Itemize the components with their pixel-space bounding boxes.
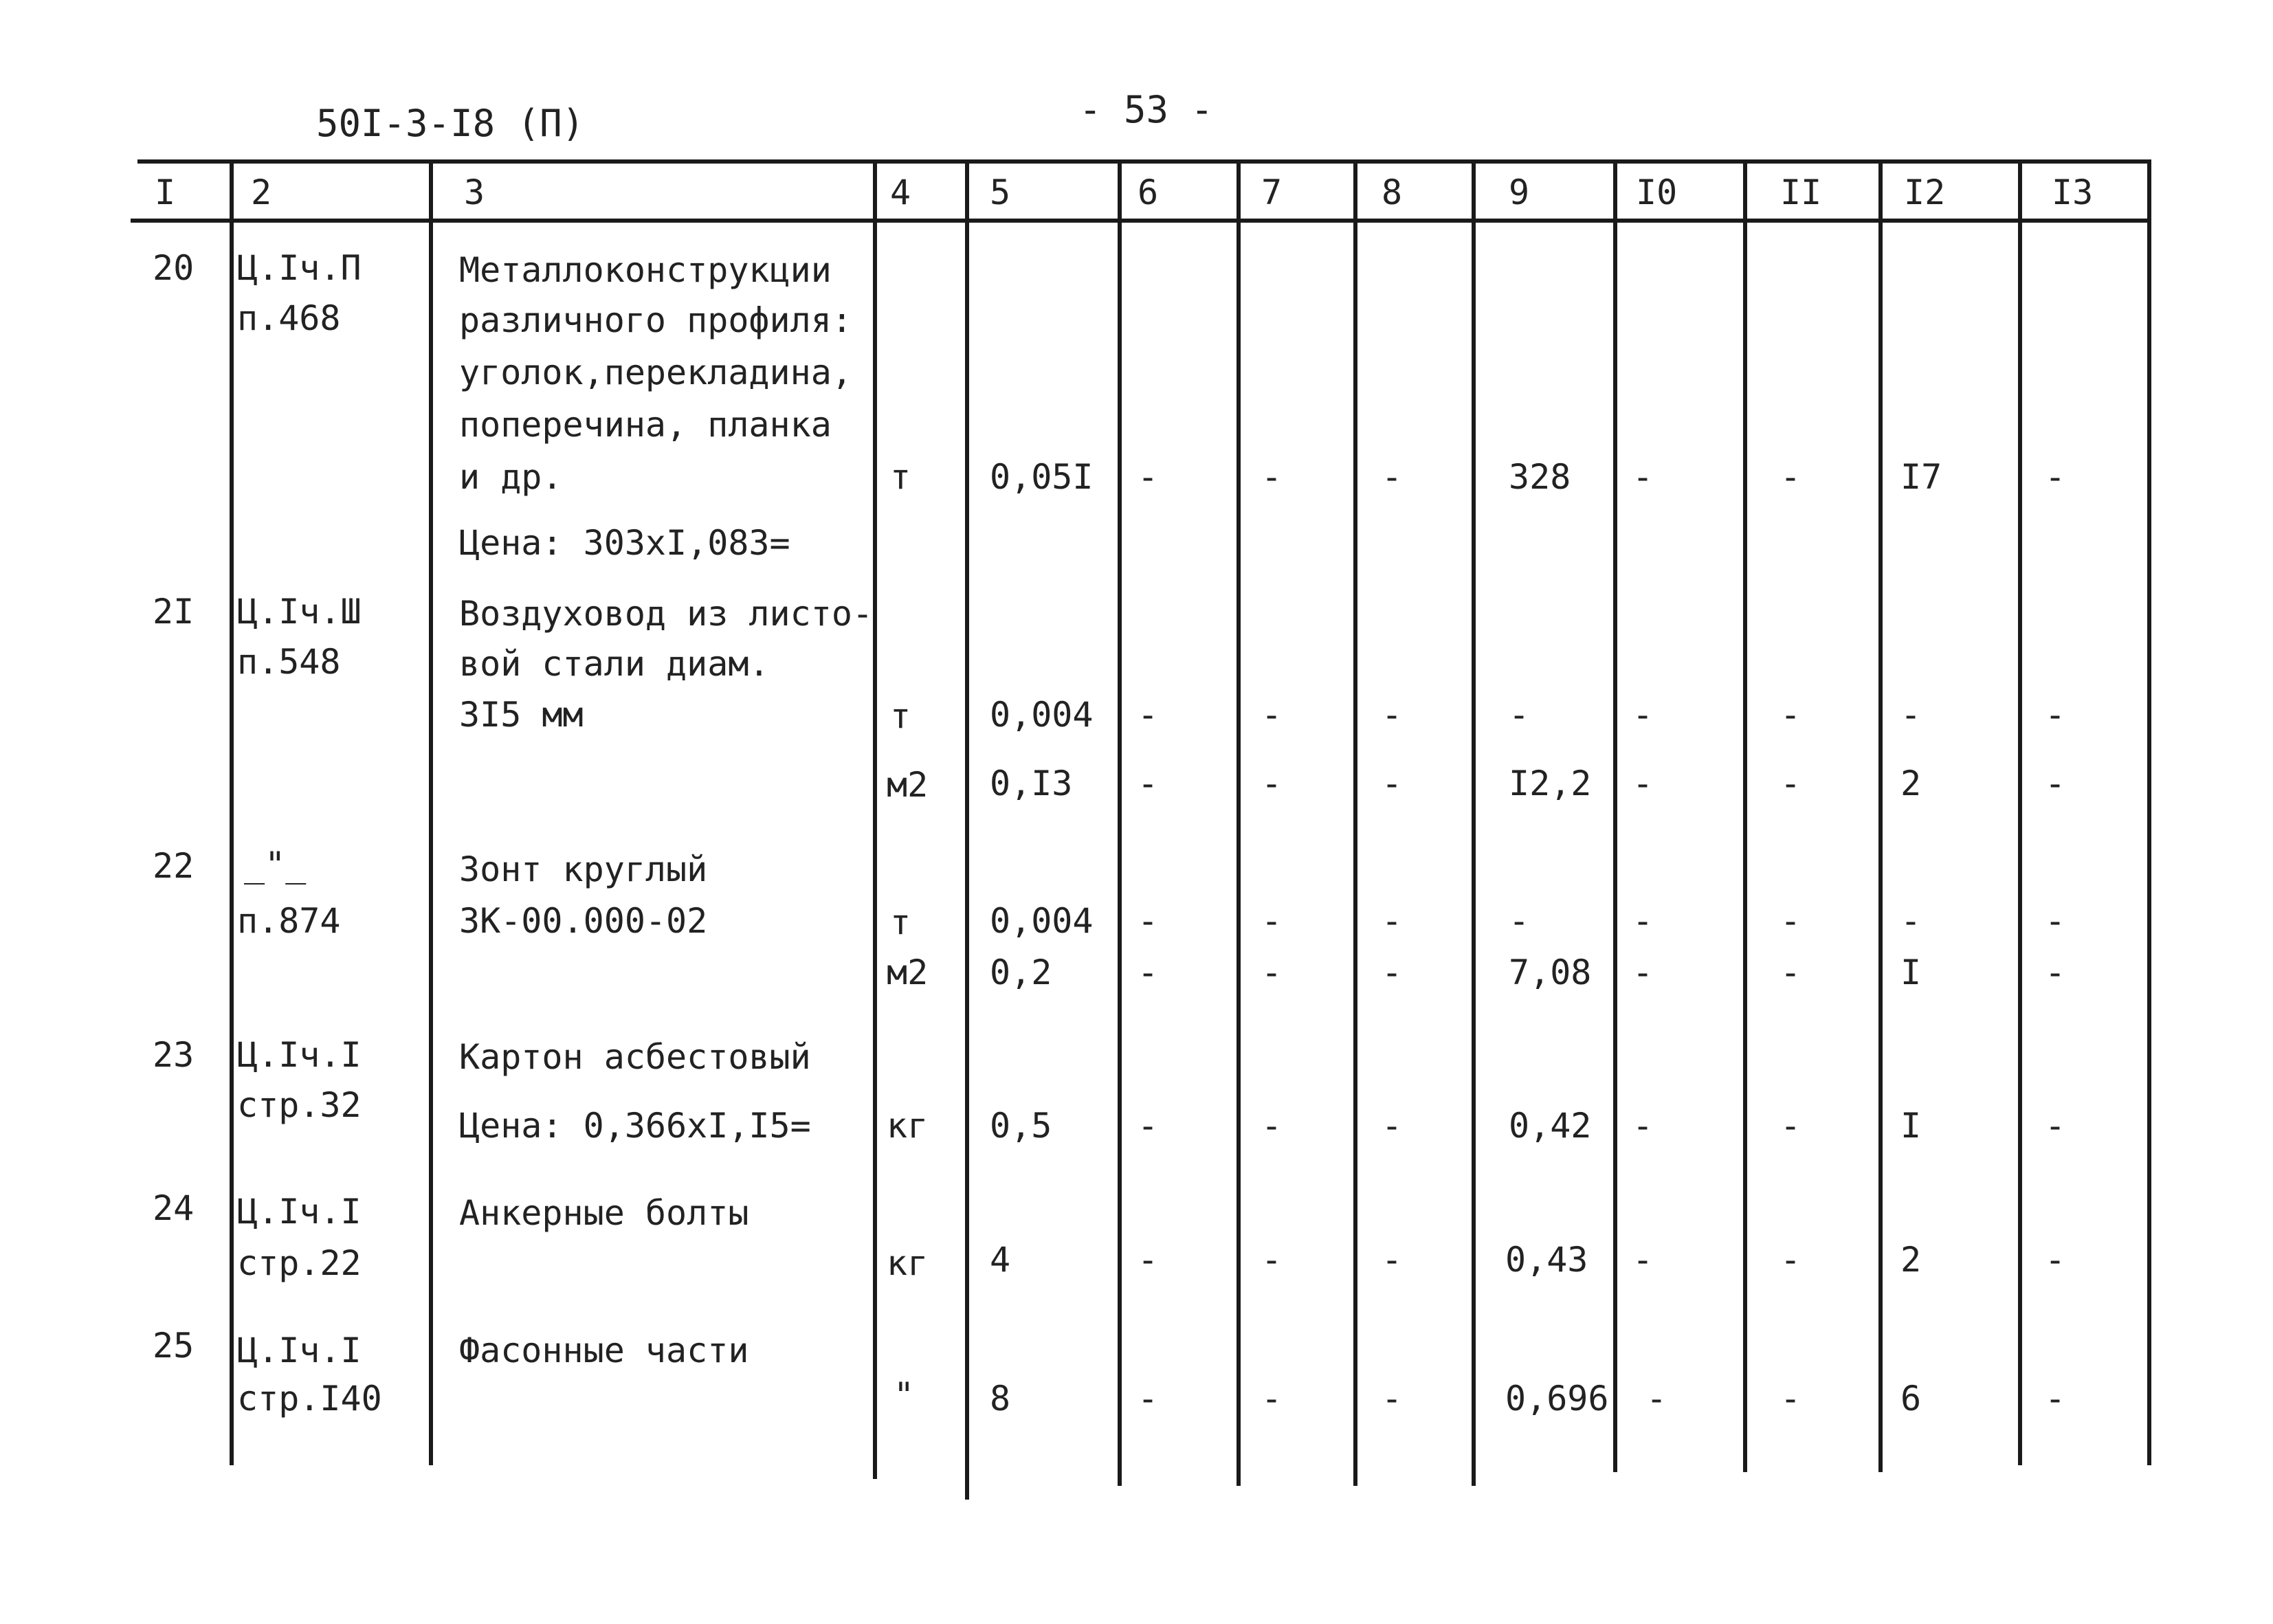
value-cell: - <box>1780 695 1801 735</box>
value-cell: - <box>1138 764 1159 803</box>
document-code: 50I-3-I8 (П) <box>316 102 585 145</box>
row-number: 22 <box>153 846 195 886</box>
value-cell: - <box>1900 695 1922 735</box>
column-divider <box>1743 159 1747 1472</box>
value-cell: - <box>1632 1240 1654 1280</box>
page-number: - 53 - <box>1079 88 1214 131</box>
reference-code: Ц.Iч.П <box>237 248 362 288</box>
value-cell: - <box>2045 1379 2066 1419</box>
value-cell: - <box>1382 901 1403 941</box>
value-cell: - <box>1261 1240 1283 1280</box>
reference-code: _"_ <box>244 845 307 885</box>
value-cell: - <box>2045 1106 2066 1146</box>
value-cell: - <box>1138 1106 1159 1146</box>
column-divider <box>2018 159 2022 1465</box>
quantity-cell: 0,2 <box>990 953 1052 992</box>
column-header: I3 <box>2052 173 2094 212</box>
item-description: Цена: 303хI,083= <box>459 523 790 563</box>
reference-code: п.548 <box>237 642 341 682</box>
unit-cell: т <box>890 457 911 497</box>
column-header: II <box>1780 173 1822 212</box>
value-cell: - <box>1382 953 1403 992</box>
column-divider <box>1237 159 1241 1486</box>
quantity-cell: 0,004 <box>990 901 1094 941</box>
value-cell: - <box>1632 901 1654 941</box>
item-description: Зонт круглый <box>459 849 708 889</box>
quantity-cell: 0,05I <box>990 457 1094 497</box>
column-header: 6 <box>1138 173 1159 212</box>
item-description: ЗК-00.000-02 <box>459 901 708 941</box>
value-cell: - <box>1780 953 1801 992</box>
quantity-cell: 0,5 <box>990 1106 1052 1146</box>
value-cell: - <box>1780 764 1801 803</box>
column-divider <box>230 159 234 1465</box>
reference-code: Ц.Iч.I <box>237 1035 362 1075</box>
quantity-cell: 0,004 <box>990 695 1094 735</box>
unit-cell: " <box>894 1375 915 1415</box>
column-divider <box>965 159 969 1500</box>
quantity-cell: 4 <box>990 1240 1011 1280</box>
value-cell: - <box>1138 457 1159 497</box>
value-cell: - <box>1780 457 1801 497</box>
value-cell: - <box>1780 1379 1801 1419</box>
value-cell: - <box>1382 764 1403 803</box>
item-description: Картон асбестовый <box>459 1037 811 1077</box>
item-description: вой стали диам. <box>459 644 770 684</box>
value-cell: - <box>1780 901 1801 941</box>
value-cell: - <box>1138 901 1159 941</box>
value-cell: - <box>1780 1240 1801 1280</box>
value-cell: 6 <box>1900 1379 1922 1419</box>
column-header: I0 <box>1636 173 1678 212</box>
value-cell: - <box>1632 1106 1654 1146</box>
column-header: 7 <box>1261 173 1283 212</box>
item-description: Фасонные части <box>459 1331 749 1370</box>
column-divider <box>873 159 877 1479</box>
value-cell: 0,42 <box>1509 1106 1592 1146</box>
reference-code: п.468 <box>237 298 341 338</box>
item-description: уголок,перекладина, <box>459 353 852 392</box>
column-header: 5 <box>990 173 1011 212</box>
value-cell: - <box>1382 1106 1403 1146</box>
value-cell: - <box>1900 901 1922 941</box>
unit-cell: т <box>890 696 911 736</box>
value-cell: 2 <box>1900 1240 1922 1280</box>
item-description: 3I5 мм <box>459 695 584 735</box>
value-cell: - <box>1138 695 1159 735</box>
unit-cell: кг <box>887 1243 929 1283</box>
value-cell: 0,43 <box>1505 1240 1588 1280</box>
unit-cell: т <box>890 902 911 942</box>
value-cell: - <box>2045 1240 2066 1280</box>
value-cell: 0,696 <box>1505 1379 1609 1419</box>
reference-code: стр.I40 <box>237 1379 382 1419</box>
quantity-cell: 0,I3 <box>990 764 1073 803</box>
item-description: Цена: 0,366хI,I5= <box>459 1106 811 1146</box>
value-cell: I <box>1900 953 1922 992</box>
table-right-border <box>2147 159 2151 1465</box>
value-cell: - <box>2045 764 2066 803</box>
value-cell: - <box>1261 953 1283 992</box>
item-description: Металлоконструкции <box>459 250 832 290</box>
value-cell: - <box>1780 1106 1801 1146</box>
value-cell: - <box>1138 1379 1159 1419</box>
column-divider <box>1353 159 1357 1486</box>
column-header: 2 <box>251 173 272 212</box>
value-cell: - <box>2045 953 2066 992</box>
unit-cell: м2 <box>887 765 929 805</box>
value-cell: - <box>1261 457 1283 497</box>
value-cell: - <box>1509 695 1530 735</box>
unit-cell: м2 <box>887 953 929 992</box>
column-divider <box>1472 159 1476 1486</box>
row-number: 25 <box>153 1326 195 1366</box>
reference-code: Ц.Iч.Ш <box>237 592 362 632</box>
value-cell: - <box>2045 695 2066 735</box>
column-header: 3 <box>464 173 485 212</box>
reference-code: Ц.Iч.I <box>237 1331 362 1370</box>
column-header: 4 <box>890 173 911 212</box>
row-number: 2I <box>153 592 195 632</box>
item-description: и др. <box>459 457 563 497</box>
column-header: I <box>155 173 176 212</box>
table-top-rule <box>137 159 2151 164</box>
column-header: 9 <box>1509 173 1530 212</box>
value-cell: - <box>1261 764 1283 803</box>
item-description: Воздуховод из листо- <box>459 594 874 634</box>
unit-cell: кг <box>887 1106 929 1146</box>
reference-code: Ц.Iч.I <box>237 1192 362 1232</box>
row-number: 24 <box>153 1188 195 1228</box>
value-cell: - <box>1382 1240 1403 1280</box>
value-cell: 328 <box>1509 457 1571 497</box>
table-header-rule <box>131 219 2151 223</box>
row-number: 23 <box>153 1035 195 1075</box>
value-cell: - <box>2045 457 2066 497</box>
value-cell: - <box>1261 1379 1283 1419</box>
column-divider <box>429 159 433 1465</box>
value-cell: - <box>1138 1240 1159 1280</box>
value-cell: - <box>1632 695 1654 735</box>
value-cell: I2,2 <box>1509 764 1592 803</box>
value-cell: - <box>1261 695 1283 735</box>
column-header: 8 <box>1382 173 1403 212</box>
row-number: 20 <box>153 248 195 288</box>
value-cell: - <box>1646 1379 1667 1419</box>
column-header: I2 <box>1904 173 1946 212</box>
value-cell: - <box>1261 901 1283 941</box>
value-cell: - <box>1632 457 1654 497</box>
item-description: Анкерные болты <box>459 1193 749 1233</box>
column-divider <box>1118 159 1122 1486</box>
value-cell: 7,08 <box>1509 953 1592 992</box>
value-cell: - <box>1138 953 1159 992</box>
reference-code: стр.32 <box>237 1085 362 1125</box>
value-cell: I <box>1900 1106 1922 1146</box>
value-cell: - <box>1261 1106 1283 1146</box>
column-divider <box>1613 159 1617 1472</box>
value-cell: - <box>1632 953 1654 992</box>
value-cell: 2 <box>1900 764 1922 803</box>
value-cell: - <box>1509 901 1530 941</box>
column-divider <box>1878 159 1883 1472</box>
value-cell: - <box>1382 695 1403 735</box>
quantity-cell: 8 <box>990 1379 1011 1419</box>
value-cell: - <box>1382 1379 1403 1419</box>
item-description: поперечина, планка <box>459 405 832 445</box>
value-cell: - <box>2045 901 2066 941</box>
reference-code: п.874 <box>237 901 341 941</box>
value-cell: - <box>1382 457 1403 497</box>
value-cell: I7 <box>1900 457 1942 497</box>
value-cell: - <box>1632 764 1654 803</box>
item-description: различного профиля: <box>459 300 852 340</box>
reference-code: стр.22 <box>237 1243 362 1283</box>
